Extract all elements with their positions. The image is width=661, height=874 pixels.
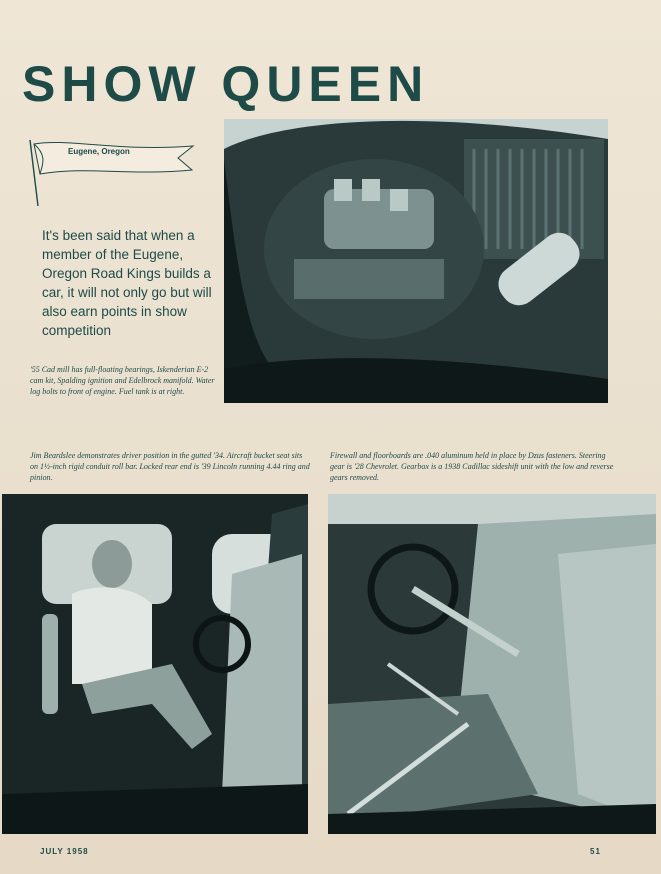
interior-photo bbox=[328, 494, 656, 834]
engine-caption: '55 Cad mill has full-floating bearings, Iskenderian E-2 cam kit, Spalding ignition and Edelbrock manifold. Water log bolts to front of engine. Fuel tank is at right. bbox=[30, 365, 215, 396]
intro-paragraph: It's been said that when a member of the Eugene, Oregon Road Kings builds a car, it will not only go but will also earn points in show competition bbox=[42, 228, 212, 338]
issue-date: JULY 1958 bbox=[40, 847, 89, 856]
driver-caption: Jim Beardslee demonstrates driver position in the gutted '34. Aircraft bucket seat sits on 1½-inch rigid conduit roll bar. Locked rear end is '39 Lincoln running 4.44 ring and pinion. bbox=[30, 451, 310, 482]
engine-photo bbox=[224, 119, 608, 403]
interior-caption: Firewall and floorboards are .040 aluminum held in place by Dzus fasteners. Steering gear is '28 Chevrolet. Gearbox is a 1938 Cadillac sideshift unit with the low and reverse gears removed. bbox=[330, 451, 614, 482]
article-title: SHOW QUEEN bbox=[22, 56, 430, 112]
page-number: 51 bbox=[590, 847, 601, 856]
location-label: Eugene, Oregon bbox=[68, 147, 130, 156]
driver-photo bbox=[2, 494, 308, 834]
